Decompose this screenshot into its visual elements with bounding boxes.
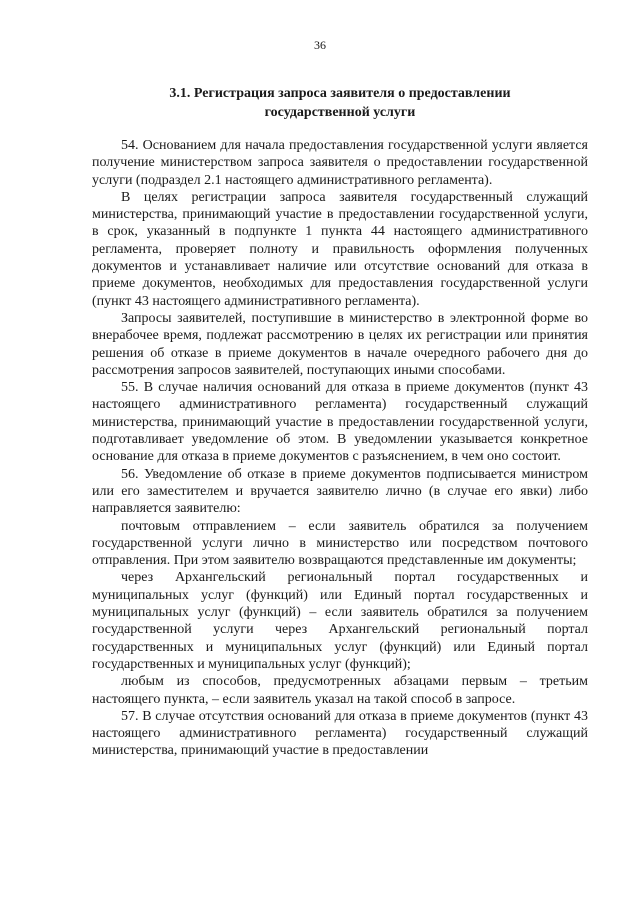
page-number: 36 <box>314 38 326 52</box>
paragraph-any-method: любым из способов, предусмотренных абзацами первым – третьим настоящего пункта, – если заявитель указал на такой способ в запросе. <box>92 674 588 707</box>
paragraph-56: 56. Уведомление об отказе в приеме документов подписывается министром или его заместителем и вручается заявителю лично (в случае его явки) либо направляется заявителю: <box>92 466 588 517</box>
paragraph-54: 54. Основанием для начала предоставления государственной услуги является получение министерством запроса заявителя о предоставлении государственной услуги (подраздел 2.1 настоящего административного регламента). <box>92 138 588 188</box>
paragraph-registration: В целях регистрации запроса заявителя государственный служащий министерства, принимающий участие в предоставлении государственной услуги, в срок, указанный в подпункте 1 пункта 44 настоящего административного регламента, проверяет полноту и правильность оформления полученных документов и устанавливает наличие или отсутствие оснований для отказа в приеме документов, необходимых для предоставления государственной услуги (пункт 43 настоящего административного регламента). <box>92 189 588 309</box>
paragraph-57: 57. В случае отсутствия оснований для отказа в приеме документов (пункт 43 настоящего административного регламента) государственный служащий министерства, принимающий участие в предоставлении <box>92 708 588 759</box>
paragraph-electronic-requests: Запросы заявителей, поступившие в министерство в электронной форме во внерабочее время, подлежат рассмотрению в целях их регистрации или принятия решения об отказе в приеме документов в начале очередного рабочего дня до рассмотрения запросов заявителей, поступающих иными способами. <box>92 310 588 378</box>
section-heading <box>92 84 588 122</box>
paragraph-portal: через Архангельский региональный портал государственных и муниципальных услуг (функций) или Единый портал государственных и муниципальных услуг (функций) – если заявитель обратился за получением государственной услуги через Архангельский региональный портал государственных и муниципальных услуг (функций) или Единый портал государственных и муниципальных услуг (функций); <box>92 570 588 672</box>
paragraph-postal: почтовым отправлением – если заявитель обратился за получением государственной услуги лично в министерство или посредством почтового отправления. При этом заявителю возвращаются представленные им документы; <box>92 518 588 569</box>
section-heading-line-2: государственной услуги <box>264 105 416 120</box>
section-heading-line-1: 3.1. Регистрация запроса заявителя о предоставлении <box>169 86 511 101</box>
document-body <box>92 137 588 760</box>
paragraph-55: 55. В случае наличия оснований для отказа в приеме документов (пункт 43 настоящего административного регламента) государственный служащий министерства, принимающий участие в предоставлении государственной услуги, подготавливает уведомление об этом. В уведомлении указывается конкретное основание для отказа в приеме документов с разъяснением, в чем оно состоит. <box>92 380 588 465</box>
